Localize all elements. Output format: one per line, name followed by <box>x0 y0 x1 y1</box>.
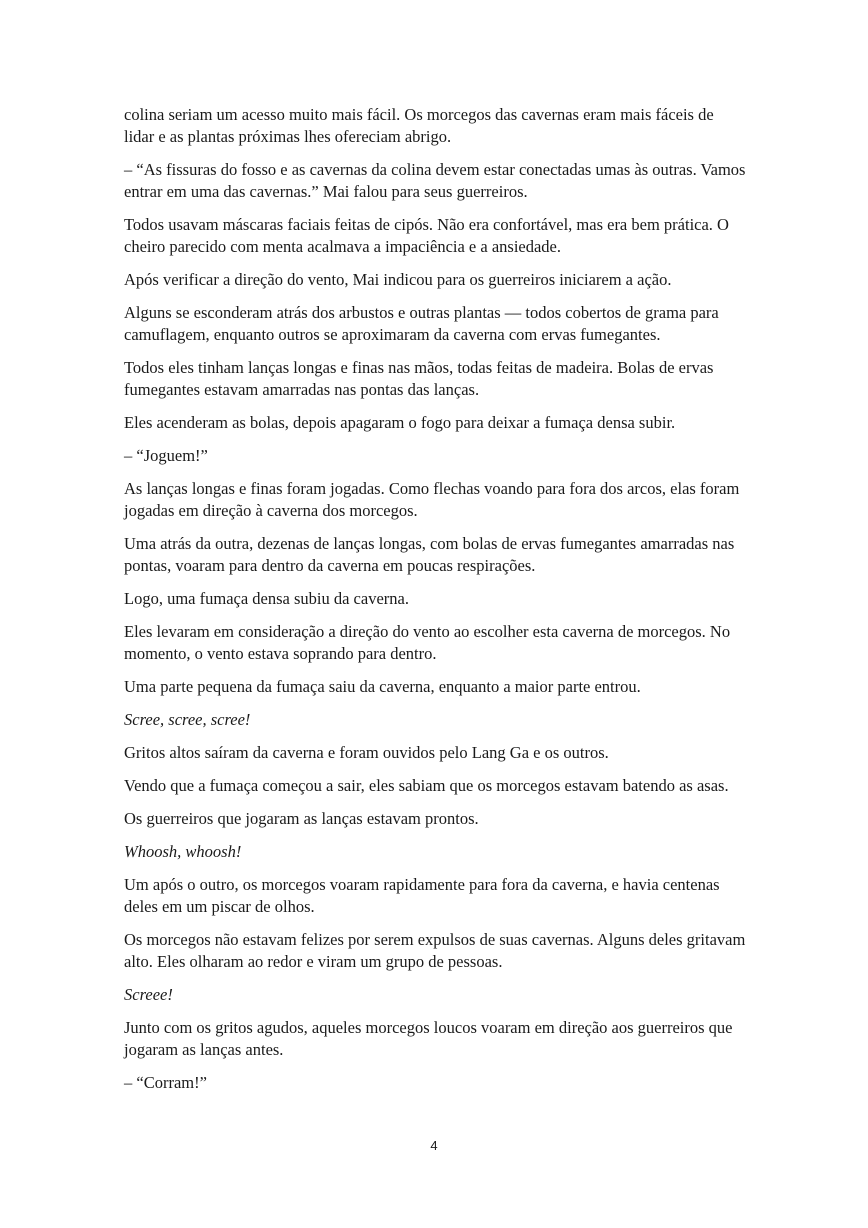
sound-effect-paragraph: Scree, scree, scree! <box>124 710 251 729</box>
sound-effect-paragraph: Whoosh, whoosh! <box>124 842 242 861</box>
paragraph: Após verificar a direção do vento, Mai indicou para os guerreiros iniciarem a ação. <box>124 270 672 289</box>
paragraph: Eles acenderam as bolas, depois apagaram o fogo para deixar a fumaça densa subir. <box>124 413 676 432</box>
body-text <box>124 104 748 1105</box>
paragraph: Todos usavam máscaras faciais feitas de cipós. Não era confortável, mas era bem prática. O cheiro parecido com menta acalmava a impaciência e a ansiedade. <box>124 215 729 256</box>
paragraph: Os guerreiros que jogaram as lanças estavam prontos. <box>124 809 479 828</box>
paragraph: colina seriam um acesso muito mais fácil. Os morcegos das cavernas eram mais fáceis de lidar e as plantas próximas lhes ofereciam abrigo. <box>124 105 714 146</box>
paragraph: As lanças longas e finas foram jogadas. Como flechas voando para fora dos arcos, elas foram jogadas em direção à caverna dos morcegos. <box>124 479 740 520</box>
paragraph: Todos eles tinham lanças longas e finas nas mãos, todas feitas de madeira. Bolas de ervas fumegantes estavam amarradas nas pontas das lanças. <box>124 358 714 399</box>
paragraph: Gritos altos saíram da caverna e foram ouvidos pelo Lang Ga e os outros. <box>124 743 609 762</box>
paragraph: – “Corram!” <box>124 1073 207 1092</box>
paragraph: – “Joguem!” <box>124 446 208 465</box>
paragraph: Junto com os gritos agudos, aqueles morcegos loucos voaram em direção aos guerreiros que jogaram as lanças antes. <box>124 1018 733 1059</box>
paragraph: Uma parte pequena da fumaça saiu da caverna, enquanto a maior parte entrou. <box>124 677 641 696</box>
sound-effect-paragraph: Screee! <box>124 985 173 1004</box>
paragraph: Os morcegos não estavam felizes por serem expulsos de suas cavernas. Alguns deles gritavam alto. Eles olharam ao redor e viram um grupo de pessoas. <box>124 930 746 971</box>
page-number: 4 <box>430 1138 438 1153</box>
paragraph: Uma atrás da outra, dezenas de lanças longas, com bolas de ervas fumegantes amarradas nas pontas, voaram para dentro da caverna em poucas respirações. <box>124 534 735 575</box>
paragraph: Eles levaram em consideração a direção do vento ao escolher esta caverna de morcegos. No momento, o vento estava soprando para dentro. <box>124 622 731 663</box>
paragraph: – “As fissuras do fosso e as cavernas da colina devem estar conectadas umas às outras. Vamos entrar em uma das cavernas.” Mai falou para seus guerreiros. <box>124 160 746 201</box>
paragraph: Logo, uma fumaça densa subiu da caverna. <box>124 589 409 608</box>
paragraph: Vendo que a fumaça começou a sair, eles sabiam que os morcegos estavam batendo as asas. <box>124 776 729 795</box>
paragraph: Alguns se esconderam atrás dos arbustos e outras plantas — todos cobertos de grama para camuflagem, enquanto outros se aproximaram da caverna com ervas fumegantes. <box>124 303 719 344</box>
paragraph: Um após o outro, os morcegos voaram rapidamente para fora da caverna, e havia centenas deles em um piscar de olhos. <box>124 875 720 916</box>
